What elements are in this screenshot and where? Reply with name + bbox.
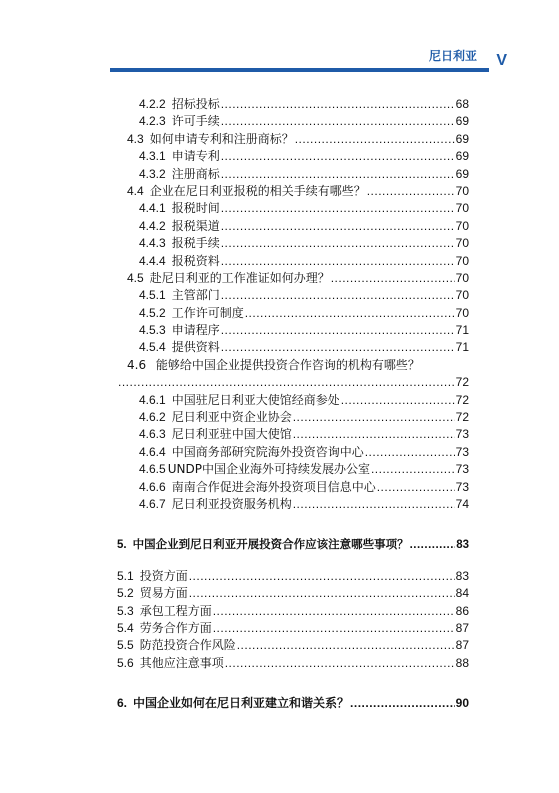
toc-entry-4-6-4[interactable]: 4.6.4 中国商务部研究院海外投资咨询中心 ..... 73 [117, 444, 469, 461]
toc-entry-4-6-2[interactable]: 4.6.2 尼日利亚中资企业协会 ..... 72 [117, 409, 469, 426]
toc-chapter-5[interactable]: 5. 中国企业到尼日利亚开展投资合作应该注意哪些事项？ ..... 83 [117, 536, 469, 553]
toc-entry-4-4-2[interactable]: 4.4.2 报税渠道 ..... 70 [117, 218, 469, 235]
toc-entry-5-6[interactable]: 5.6 其他应注意事项 ..... 88 [117, 655, 469, 672]
toc-entry-4-4-4[interactable]: 4.4.4 报税资料 ..... 70 [117, 253, 469, 270]
page-number: V [496, 52, 507, 69]
toc-entry-5-3[interactable]: 5.3 承包工程方面 ..... 86 [117, 603, 469, 620]
toc-entry-4-4-3[interactable]: 4.4.3 报税手续 ..... 70 [117, 235, 469, 252]
toc-entry-4-3-2[interactable]: 4.3.2 注册商标 ..... 69 [117, 166, 469, 183]
toc-entry-4-3[interactable]: 4.3 如何申请专利和注册商标？ ..... 69 [117, 131, 469, 148]
toc-entry-4-6-continuation[interactable]: ..... 72 [117, 374, 469, 391]
toc-entry-4-5-1[interactable]: 4.5.1 主管部门 ..... 70 [117, 287, 469, 304]
toc-entry-4-4-1[interactable]: 4.4.1 报税时间 ..... 70 [117, 200, 469, 217]
toc-entry-5-4[interactable]: 5.4 劳务合作方面 ..... 87 [117, 620, 469, 637]
table-of-contents [117, 96, 469, 713]
toc-entry-4-6-1[interactable]: 4.6.1 中国驻尼日利亚大使馆经商参处 ..... 72 [117, 392, 469, 409]
toc-entry-4-3-1[interactable]: 4.3.1 申请专利 ..... 69 [117, 148, 469, 165]
page-header [0, 0, 559, 80]
toc-entry-4-5[interactable]: 4.5 赴尼日利亚的工作准证如何办理？ ..... 70 [117, 270, 469, 287]
toc-entry-4-2-3[interactable]: 4.2.3 许可手续 ..... 69 [117, 113, 469, 130]
toc-entry-4-6-6[interactable]: 4.6.6 南南合作促进会海外投资项目信息中心 ..... 73 [117, 479, 469, 496]
toc-entry-4-2-2[interactable]: 4.2.2 招标投标 ..... 68 [117, 96, 469, 113]
toc-entry-4-5-4[interactable]: 4.5.4 提供资料 ..... 71 [117, 339, 469, 356]
toc-entry-4-6-7[interactable]: 4.6.7 尼日利亚投资服务机构 ..... 74 [117, 496, 469, 513]
toc-entry-4-6-5[interactable]: 4.6.5 UNDP中国企业海外可持续发展办公室 ..... 73 [117, 461, 469, 478]
header-country-label: 尼日利亚 [428, 49, 477, 63]
toc-entry-4-5-3[interactable]: 4.5.3 申请程序 ..... 71 [117, 322, 469, 339]
toc-entry-4-4[interactable]: 4.4 企业在尼日利亚报税的相关手续有哪些？ ..... 70 [117, 183, 469, 200]
toc-entry-5-5[interactable]: 5.5 防范投资合作风险 ..... 87 [117, 637, 469, 654]
toc-entry-4-6[interactable]: 4.6 能够给中国企业提供投资合作咨询的机构有哪些？ [127, 357, 420, 372]
toc-entry-4-6-3[interactable]: 4.6.3 尼日利亚驻中国大使馆 ..... 73 [117, 426, 469, 443]
toc-entry-4-5-2[interactable]: 4.5.2 工作许可制度 ..... 70 [117, 305, 469, 322]
toc-entry-5-2[interactable]: 5.2 贸易方面 ..... 84 [117, 585, 469, 602]
toc-entry-5-1[interactable]: 5.1 投资方面 ..... 83 [117, 568, 469, 585]
header-rule [110, 68, 489, 72]
toc-chapter-6[interactable]: 6. 中国企业如何在尼日利亚建立和谐关系？ ..... 90 [117, 695, 469, 712]
